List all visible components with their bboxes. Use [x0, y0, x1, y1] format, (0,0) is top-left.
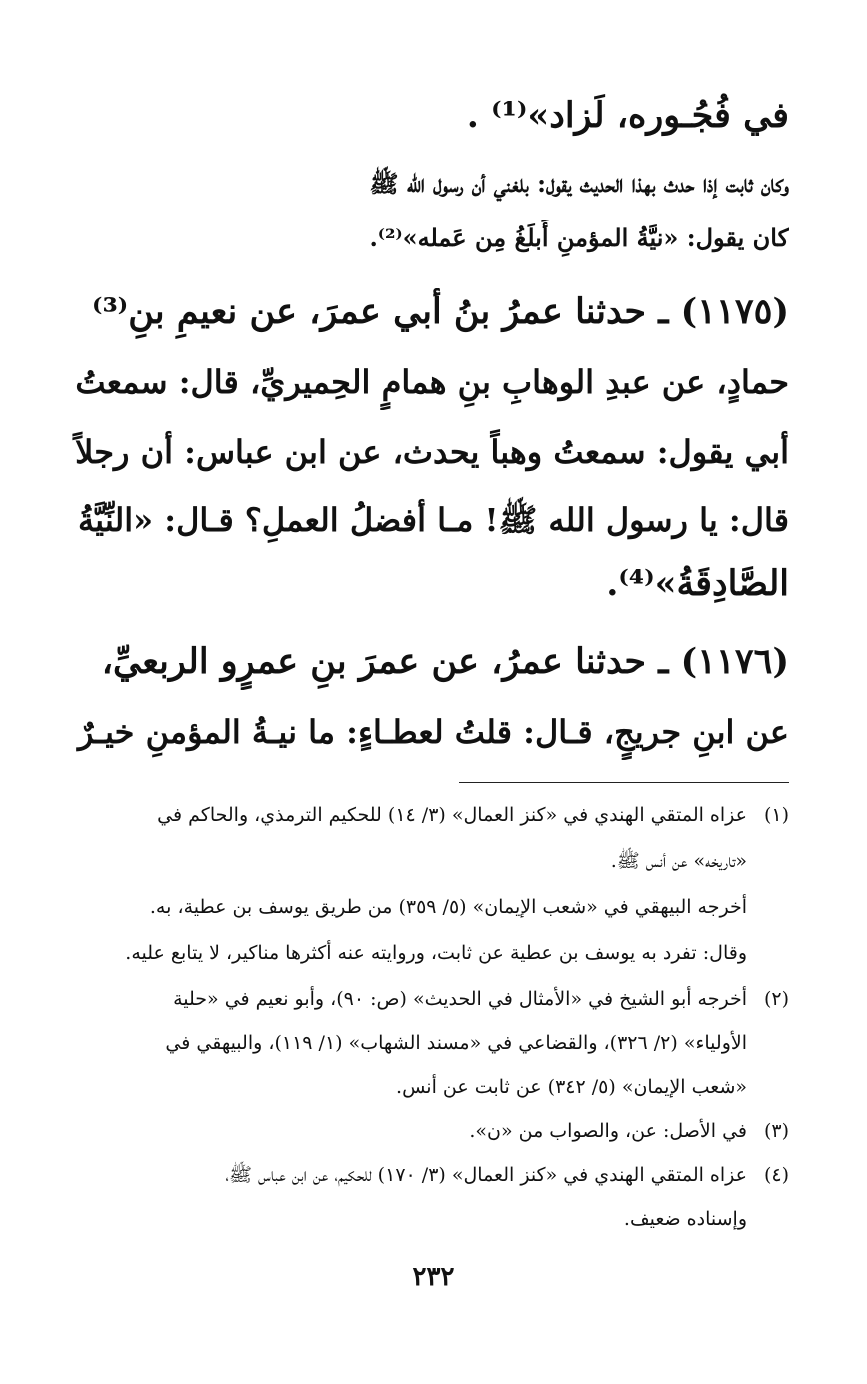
footnote-2-line-2: الأولياء» (٢/ ٣٢٦)، والقضاعي في «مسند الشهاب» (١/ ١١٩)، والبيهقي في: [165, 1032, 747, 1054]
hadith-1175-line-4: قال: يا رسول الله ﷺ! مـا أفضلُ العملِ؟ قـال: «النِّيَّةُ: [78, 501, 789, 539]
hadith-1175-line-3: أبي يقول: سمعتُ وهباً يحدث، عن ابن عباس: أن رجلاً: [75, 433, 789, 471]
hadith-1176-line-1: (١١٧٦) ـ حدثنا عمرُ، عن عمرَ بنِ عمرٍو الربعيِّ،: [101, 641, 789, 682]
footnote-1-number: (١): [763, 804, 789, 826]
hadith-1175-line-5: الصَّادِقَةُ»⁽⁴⁾.: [606, 563, 789, 604]
footnote-1-line-1: عزاه المتقي الهندي في «كنز العمال» (٣/ ١٤) للحكيم الترمذي، والحاكم في: [157, 804, 747, 826]
hadith-1175-line-1: (١١٧٥) ـ حدثنا عمرُ بنُ أبي عمرَ، عن نعيمِ بنِ⁽³⁾: [92, 291, 789, 332]
footnote-4-line-1: عزاه المتقي الهندي في «كنز العمال» (٣/ ١٧٠) للحكيم، عن ابن عباس ﷺ،: [225, 1164, 747, 1186]
footnote-4-number: (٤): [763, 1164, 789, 1186]
footnote-2-line-1: أخرجه أبو الشيخ في «الأمثال في الحديث» (ص: ٩٠)، وأبو نعيم في «حلية: [173, 988, 747, 1010]
body-line-1: في فُجُـوره، لَزاد»⁽¹⁾ .: [466, 95, 789, 136]
body-line-2: وكان ثابت إذا حدث بهذا الحديث يقول: بلغني أن رسول الله ﷺ: [369, 169, 789, 198]
hadith-1175-line-2: حمادٍ، عن عبدِ الوهابِ بنِ همامٍ الحِميريِّ، قال: سمعتُ: [75, 363, 789, 401]
hadith-1176-line-2: عن ابنِ جريجٍ، قـال: قلتُ لعطـاءٍ: ما نيـةُ المؤمنِ خيـرٌ: [77, 713, 789, 751]
footnote-1-line-4: وقال: تفرد به يوسف بن عطية عن ثابت، وروايته عنه أكثرها مناكير، لا يتابع عليه.: [125, 942, 747, 964]
page-number: ٢٣٢: [412, 1262, 455, 1292]
footnote-2-line-3: «شعب الإيمان» (٥/ ٣٤٢) عن ثابت عن أنس.: [396, 1076, 747, 1098]
footnote-4-line-2: وإسناده ضعيف.: [623, 1208, 747, 1230]
footnote-2-number: (٢): [763, 988, 789, 1010]
footnote-1-line-3: أخرجه البيهقي في «شعب الإيمان» (٥/ ٣٥٩) من طريق يوسف بن عطية، به.: [149, 896, 747, 918]
footnote-separator: [459, 782, 789, 783]
footnote-3-number: (٣): [763, 1120, 789, 1142]
body-line-3: كان يقول: «نيَّةُ المؤمنِ أَبلَغُ مِن عَمله»⁽²⁾.: [369, 223, 789, 252]
footnote-1-line-2: «تاريخه» عن أنس ﷺ.: [610, 850, 747, 872]
footnote-3-line-1: في الأصل: عن، والصواب من «ن».: [469, 1120, 747, 1142]
